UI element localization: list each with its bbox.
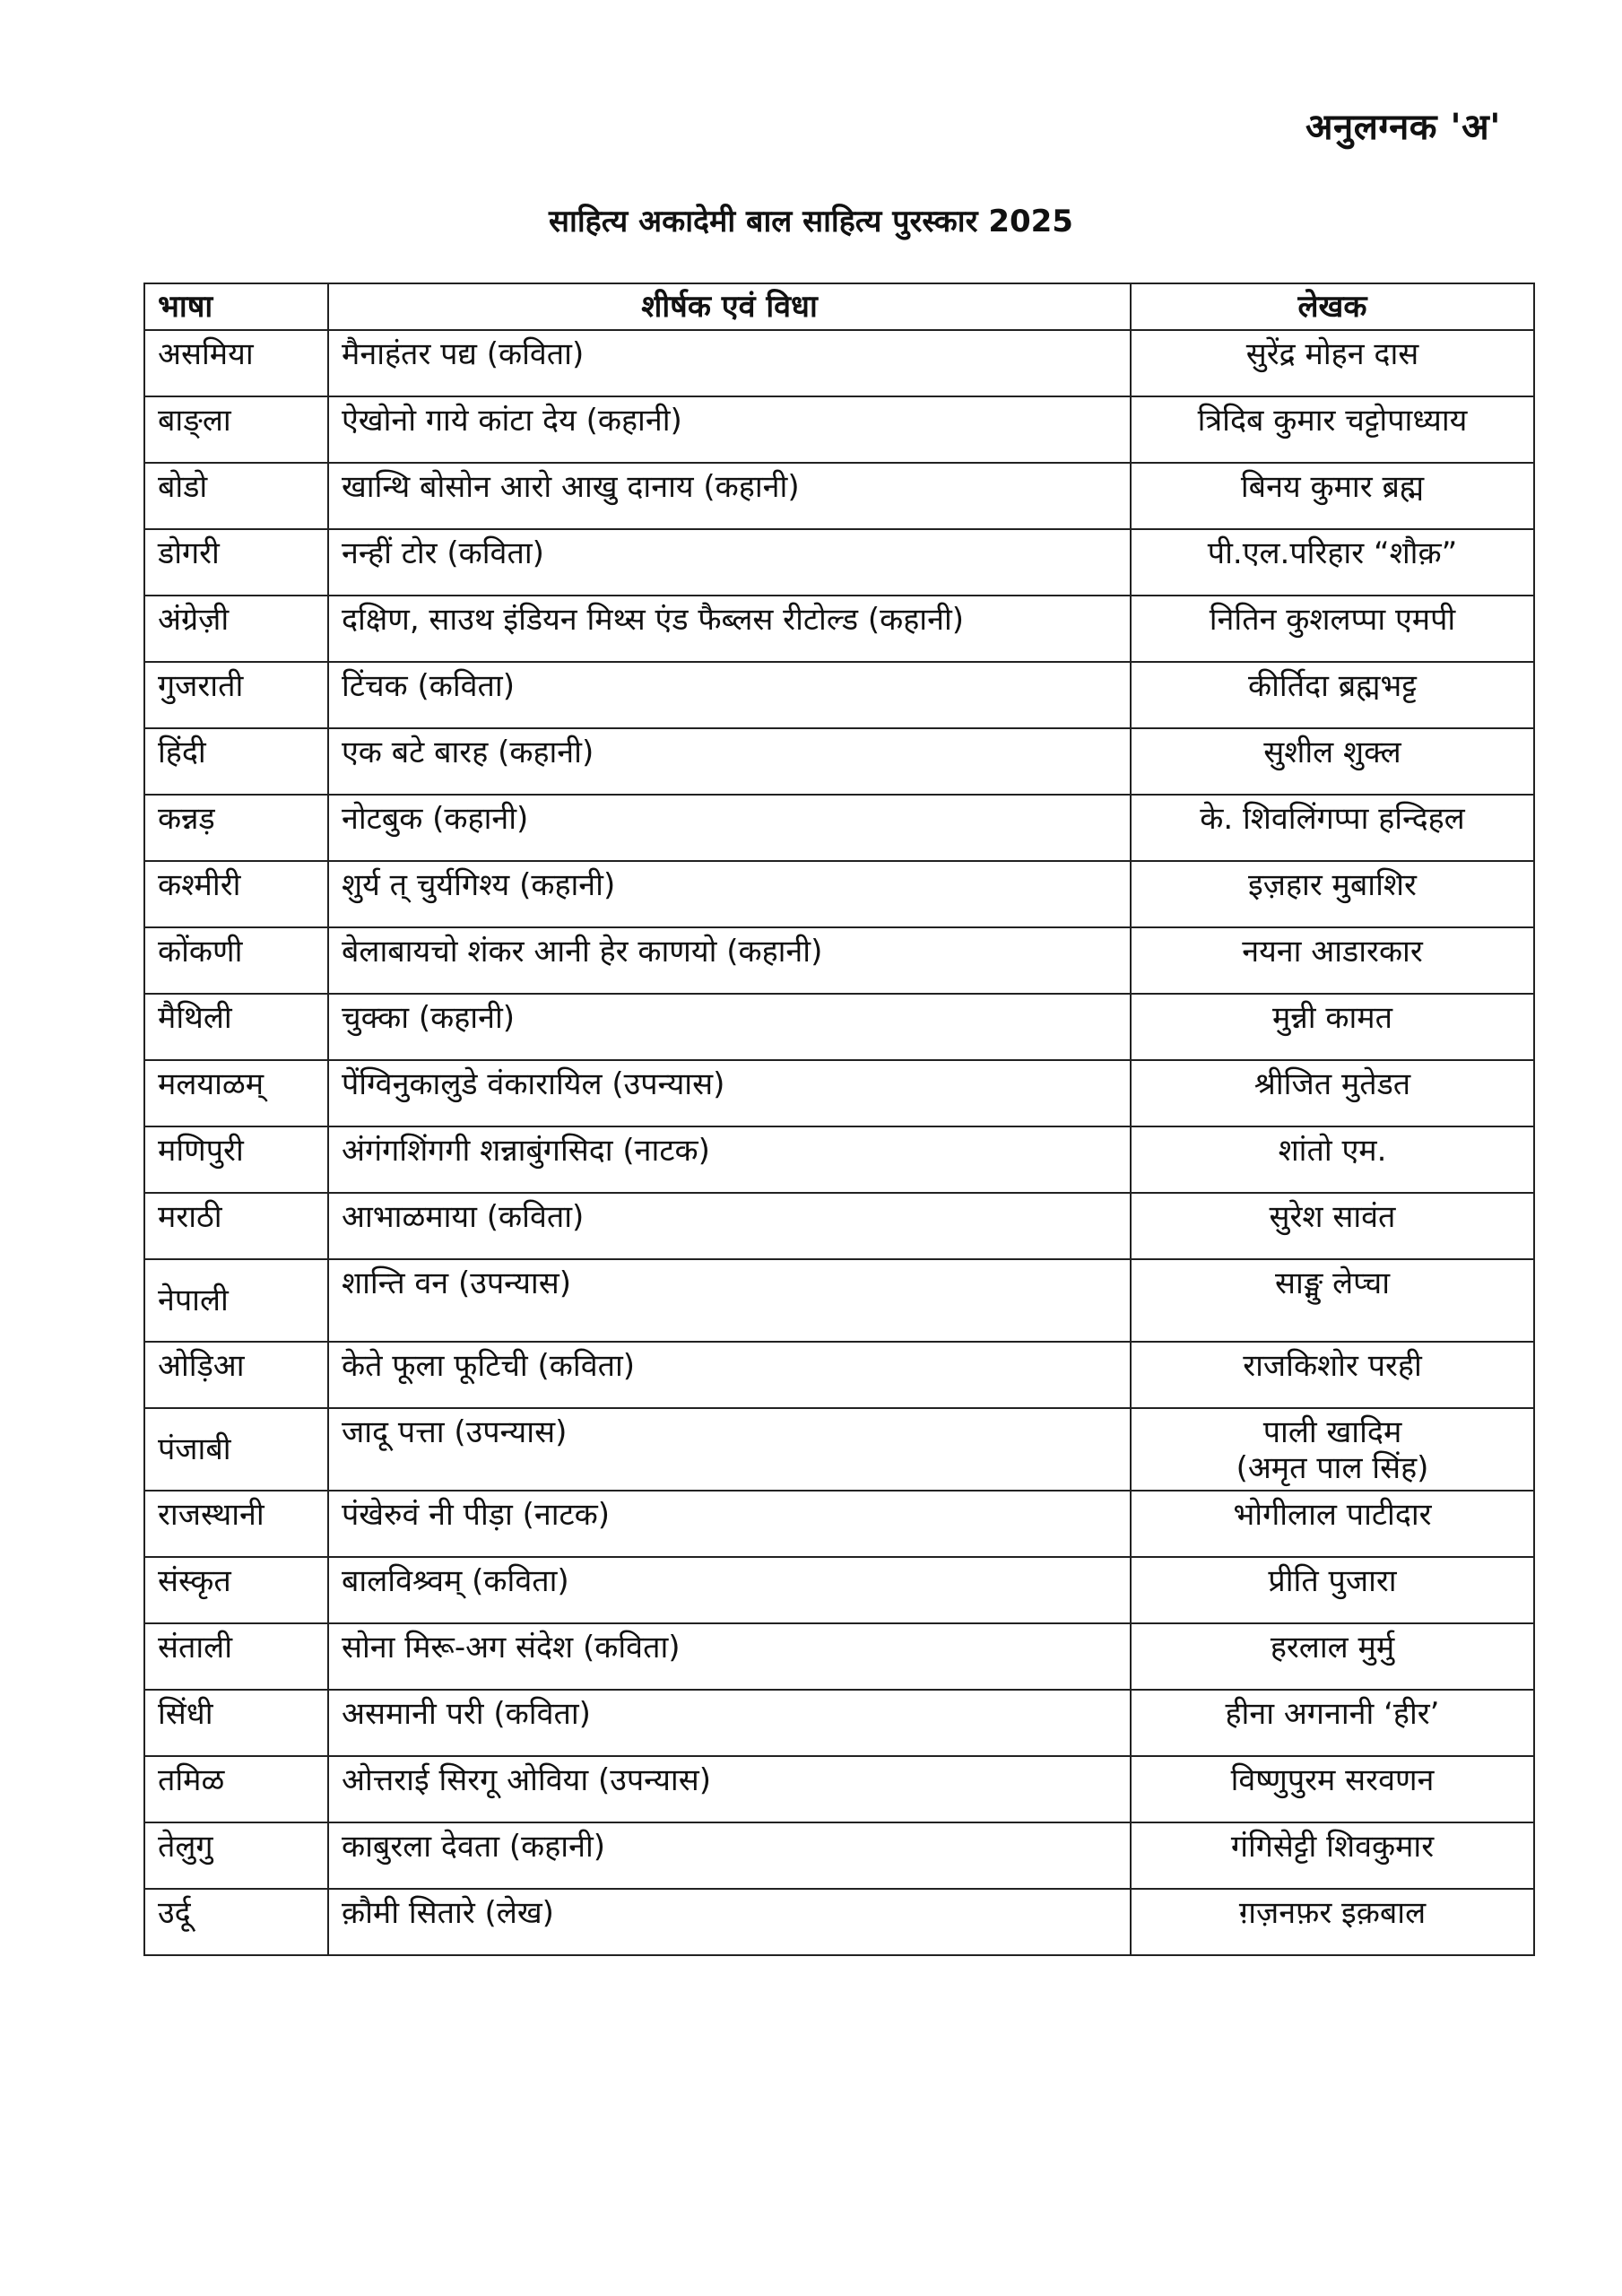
cell-language: तेलुगु	[144, 1822, 328, 1889]
cell-author	[1131, 463, 1534, 529]
cell-title-genre: केते फूला फूटिची (कविता)	[328, 1342, 1131, 1408]
table-row	[144, 1060, 1534, 1126]
cell-author	[1131, 994, 1534, 1060]
author-name: श्रीजित मुतेडत	[1253, 1066, 1411, 1102]
cell-author	[1131, 1557, 1534, 1623]
author-name: त्रिदिब कुमार चट्टोपाध्याय	[1197, 403, 1468, 439]
author-name: सुरेश सावंत	[1269, 1199, 1396, 1235]
cell-title-genre: अंगंगशिंगगी शन्नाबुंगसिदा (नाटक)	[328, 1126, 1131, 1193]
table-row	[144, 1756, 1534, 1822]
table-header-row	[144, 283, 1534, 330]
cell-author	[1131, 662, 1534, 728]
table-row	[144, 1342, 1534, 1408]
header-language: भाषा	[144, 283, 328, 330]
cell-language: गुजराती	[144, 662, 328, 728]
cell-title-genre: ओत्तराई सिरगू ओविया (उपन्यास)	[328, 1756, 1131, 1822]
table-row	[144, 1557, 1534, 1623]
table-row	[144, 1193, 1534, 1259]
cell-language: संताली	[144, 1623, 328, 1690]
table-row	[144, 1690, 1534, 1756]
table-row	[144, 1491, 1534, 1557]
cell-author	[1131, 861, 1534, 927]
cell-language: संस्कृत	[144, 1557, 328, 1623]
table-row	[144, 728, 1534, 795]
cell-title-genre: नोटबुक (कहानी)	[328, 795, 1131, 861]
author-name: नयना आडारकार	[1242, 934, 1423, 970]
table-row	[144, 529, 1534, 596]
cell-language: तमिळ	[144, 1756, 328, 1822]
cell-language: बाङ्ला	[144, 396, 328, 463]
cell-title-genre: ऐखोनो गाये कांटा देय (कहानी)	[328, 396, 1131, 463]
cell-language: मराठी	[144, 1193, 328, 1259]
table-row	[144, 795, 1534, 861]
cell-language: कन्नड़	[144, 795, 328, 861]
author-name: गंगिसेट्टी शिवकुमार	[1230, 1829, 1435, 1865]
cell-title-genre: शान्ति वन (उपन्यास)	[328, 1259, 1131, 1342]
author-name: विष्णुपुरम सरवणन	[1230, 1762, 1435, 1798]
cell-language: कश्मीरी	[144, 861, 328, 927]
cell-author	[1131, 1756, 1534, 1822]
cell-title-genre: एक बटे बारह (कहानी)	[328, 728, 1131, 795]
cell-author	[1131, 728, 1534, 795]
cell-title-genre: चुक्का (कहानी)	[328, 994, 1131, 1060]
author-name: सुशील शुक्ल	[1263, 735, 1401, 770]
author-name: पाली खादिम	[1262, 1414, 1402, 1450]
awards-table	[143, 283, 1535, 1956]
author-name: कीर्तिदा ब्रह्मभट्ट	[1248, 668, 1417, 704]
author-name: हीना अगनानी ‘हीर’	[1225, 1696, 1440, 1732]
author-name: भोगीलाल पाटीदार	[1233, 1497, 1432, 1533]
table-row	[144, 396, 1534, 463]
cell-title-genre: खान्थि बोसोन आरो आखु दानाय (कहानी)	[328, 463, 1131, 529]
cell-language: ओड़िआ	[144, 1342, 328, 1408]
cell-language: बोडो	[144, 463, 328, 529]
cell-title-genre: बेलाबायचो शंकर आनी हेर काणयो (कहानी)	[328, 927, 1131, 994]
cell-title-genre: दक्षिण, साउथ इंडियन मिथ्स एंड फैब्लस रीटोल्ड (कहानी)	[328, 596, 1131, 662]
cell-language: नेपाली	[144, 1259, 328, 1342]
cell-author	[1131, 529, 1534, 596]
table-row	[144, 1623, 1534, 1690]
cell-author	[1131, 927, 1534, 994]
table-row	[144, 994, 1534, 1060]
cell-language: मलयाळम्	[144, 1060, 328, 1126]
cell-author	[1131, 396, 1534, 463]
cell-title-genre: काबुरला देवता (कहानी)	[328, 1822, 1131, 1889]
cell-language: डोगरी	[144, 529, 328, 596]
cell-title-genre: मैनाहंतर पद्य (कविता)	[328, 330, 1131, 396]
table-row	[144, 596, 1534, 662]
cell-title-genre: शुर्य त् चुर्यगिश्य (कहानी)	[328, 861, 1131, 927]
table-row	[144, 1126, 1534, 1193]
cell-title-genre: बालविश्र्वम् (कविता)	[328, 1557, 1131, 1623]
author-name: हरलाल मुर्मु	[1270, 1630, 1395, 1665]
cell-title-genre: क़ौमी सितारे (लेख)	[328, 1889, 1131, 1955]
table-row	[144, 662, 1534, 728]
header-title-genre: शीर्षक एवं विधा	[328, 283, 1131, 330]
table-row	[144, 1259, 1534, 1342]
header-author: लेखक	[1131, 283, 1534, 330]
author-name: बिनय कुमार ब्रह्म	[1240, 469, 1425, 505]
cell-title-genre: पेंग्विनुकालुडे वंकारायिल (उपन्यास)	[328, 1060, 1131, 1126]
author-name: ग़ज़नफ़र इक़बाल	[1238, 1895, 1427, 1931]
cell-language: असमिया	[144, 330, 328, 396]
table-row	[144, 1889, 1534, 1955]
author-real-name: (अमृत पाल सिंह)	[1236, 1450, 1429, 1486]
table-row	[144, 330, 1534, 396]
cell-language: राजस्थानी	[144, 1491, 328, 1557]
author-name: पी.एल.परिहार “शौक़”	[1207, 535, 1458, 571]
cell-title-genre: असमानी परी (कविता)	[328, 1690, 1131, 1756]
cell-language: पंजाबी	[144, 1408, 328, 1491]
author-name: राजकिशोर परही	[1243, 1348, 1422, 1384]
cell-title-genre: पंखेरुवं नी पीड़ा (नाटक)	[328, 1491, 1131, 1557]
cell-language: सिंधी	[144, 1690, 328, 1756]
cell-author	[1131, 1690, 1534, 1756]
table-row	[144, 1408, 1534, 1491]
author-name: नितिन कुशलप्पा एमपी	[1209, 602, 1456, 638]
cell-author	[1131, 1259, 1534, 1342]
cell-author	[1131, 1491, 1534, 1557]
cell-language: उर्दू	[144, 1889, 328, 1955]
cell-language: मैथिली	[144, 994, 328, 1060]
author-name: मुन्नी कामत	[1272, 1000, 1392, 1036]
cell-author	[1131, 1126, 1534, 1193]
cell-title-genre: आभाळमाया (कविता)	[328, 1193, 1131, 1259]
cell-title-genre: जादू पत्ता (उपन्यास)	[328, 1408, 1131, 1491]
table-row	[144, 927, 1534, 994]
cell-author	[1131, 330, 1534, 396]
cell-language: हिंदी	[144, 728, 328, 795]
cell-author	[1131, 1408, 1534, 1491]
cell-author	[1131, 1822, 1534, 1889]
author-name: सुरेंद्र मोहन दास	[1245, 336, 1419, 372]
cell-language: अंग्रेज़ी	[144, 596, 328, 662]
author-name: शांतो एम.	[1278, 1133, 1387, 1169]
document-title: साहित्य अकादेमी बाल साहित्य पुरस्कार 2025	[549, 204, 1073, 239]
cell-title-genre: नन्हीं टोर (कविता)	[328, 529, 1131, 596]
cell-author	[1131, 795, 1534, 861]
table-body	[144, 330, 1534, 1955]
cell-language: मणिपुरी	[144, 1126, 328, 1193]
cell-language: कोंकणी	[144, 927, 328, 994]
author-name: प्रीति पुजारा	[1268, 1563, 1397, 1599]
cell-title-genre: टिंचक (कविता)	[328, 662, 1131, 728]
cell-title-genre: सोना मिरू-अग संदेश (कविता)	[328, 1623, 1131, 1690]
cell-author	[1131, 1889, 1534, 1955]
cell-author	[1131, 1342, 1534, 1408]
table-row	[144, 1822, 1534, 1889]
author-name: साङ्मु लेप्चा	[1274, 1265, 1391, 1301]
author-name: के. शिवलिंगप्पा हन्दिहल	[1200, 801, 1465, 837]
table-row	[144, 861, 1534, 927]
cell-author	[1131, 1623, 1534, 1690]
cell-author	[1131, 596, 1534, 662]
cell-author	[1131, 1060, 1534, 1126]
table-row	[144, 463, 1534, 529]
author-name: इज़हार मुबाशिर	[1248, 867, 1417, 903]
cell-author	[1131, 1193, 1534, 1259]
annex-label: अनुलग्नक 'अ'	[1305, 107, 1501, 148]
